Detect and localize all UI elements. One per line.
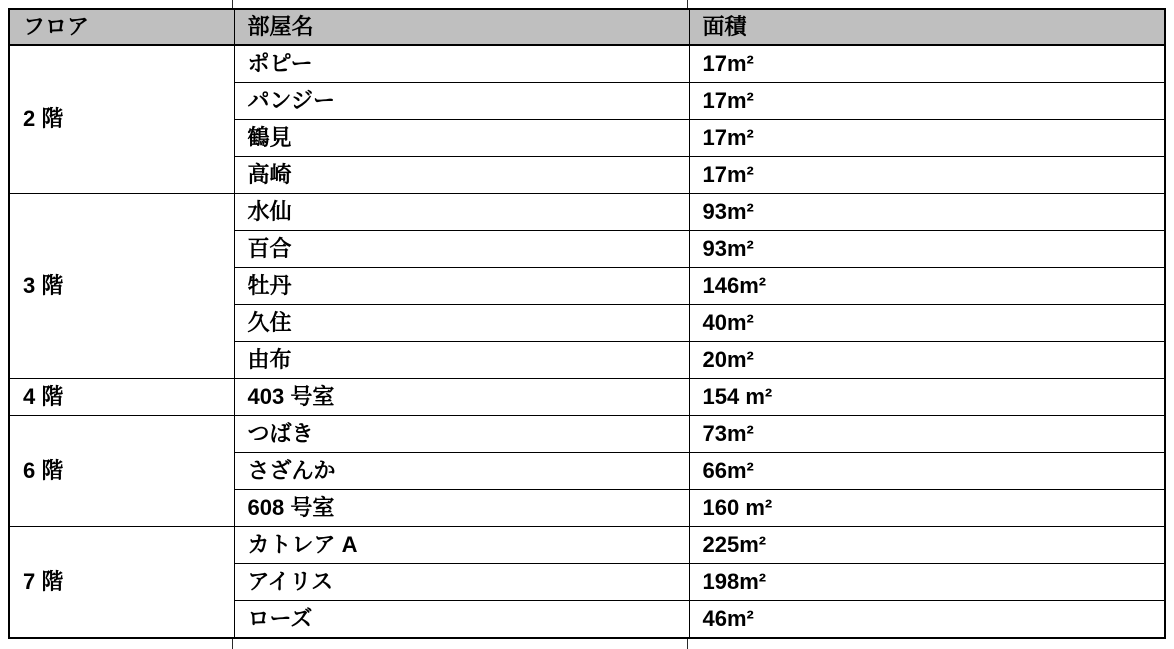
area-cell: 66m² <box>689 453 1165 490</box>
header-floor: フロア <box>9 9 234 45</box>
area-cell: 146m² <box>689 268 1165 305</box>
room-name-cell: アイリス <box>234 564 689 601</box>
floor-cell: 6 階 <box>9 416 234 527</box>
table-row <box>9 194 1165 231</box>
area-cell: 46m² <box>689 601 1165 639</box>
area-cell: 17m² <box>689 83 1165 120</box>
room-name-cell: 鶴見 <box>234 120 689 157</box>
table-row <box>9 379 1165 416</box>
room-name-cell: 608 号室 <box>234 490 689 527</box>
floor-cell: 4 階 <box>9 379 234 416</box>
area-cell: 198m² <box>689 564 1165 601</box>
area-cell: 40m² <box>689 305 1165 342</box>
area-cell: 154 m² <box>689 379 1165 416</box>
header-area: 面積 <box>689 9 1165 45</box>
area-cell: 17m² <box>689 45 1165 83</box>
room-name-cell: 久住 <box>234 305 689 342</box>
table-row <box>9 416 1165 453</box>
table-body <box>9 45 1165 638</box>
room-name-cell: ローズ <box>234 601 689 639</box>
room-name-cell: パンジー <box>234 83 689 120</box>
area-cell: 20m² <box>689 342 1165 379</box>
area-cell: 93m² <box>689 194 1165 231</box>
table-header-row <box>9 9 1165 45</box>
area-cell: 73m² <box>689 416 1165 453</box>
room-name-cell: 高崎 <box>234 157 689 194</box>
room-name-cell: 403 号室 <box>234 379 689 416</box>
area-cell: 93m² <box>689 231 1165 268</box>
area-cell: 160 m² <box>689 490 1165 527</box>
table-row <box>9 45 1165 83</box>
header-room-name: 部屋名 <box>234 9 689 45</box>
room-name-cell: さざんか <box>234 453 689 490</box>
area-cell: 17m² <box>689 157 1165 194</box>
room-name-cell: ポピー <box>234 45 689 83</box>
floor-cell: 3 階 <box>9 194 234 379</box>
area-cell: 17m² <box>689 120 1165 157</box>
room-name-cell: つばき <box>234 416 689 453</box>
room-name-cell: カトレア A <box>234 527 689 564</box>
room-name-cell: 水仙 <box>234 194 689 231</box>
room-name-cell: 百合 <box>234 231 689 268</box>
floor-cell: 7 階 <box>9 527 234 639</box>
floor-room-area-table <box>8 8 1166 639</box>
table-row <box>9 527 1165 564</box>
room-name-cell: 牡丹 <box>234 268 689 305</box>
area-cell: 225m² <box>689 527 1165 564</box>
room-name-cell: 由布 <box>234 342 689 379</box>
floor-cell: 2 階 <box>9 45 234 194</box>
